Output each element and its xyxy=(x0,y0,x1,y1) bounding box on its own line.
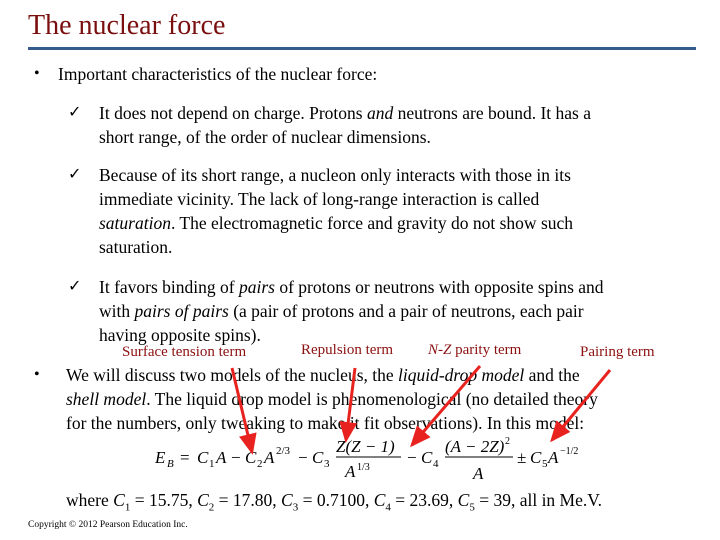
annotation-pairing: Pairing term xyxy=(580,344,655,360)
checkmark-icon: ✓ xyxy=(68,278,82,295)
formula-denominator: A xyxy=(345,462,356,481)
checkmark-icon: ✓ xyxy=(68,104,82,121)
bullet-dot-icon: • xyxy=(34,65,40,82)
text-line: immediate vicinity. The lack of long-range interaction is called xyxy=(99,189,540,209)
formula-operator: = xyxy=(180,448,190,467)
formula-symbol: C xyxy=(197,448,209,467)
text-line: shell model. The liquid drop model is phenomenological (no detailed theory xyxy=(66,389,598,409)
formula-numerator: Z(Z − 1) xyxy=(336,437,395,456)
constants-line: where $C_1 = 15.75$, $C_2 = 17.80$, $C_3 = 0.7100$, $C_4 = 23.69$, $C_5 = 39$, all in Me.V. xyxy=(66,490,603,514)
formula-symbol: A xyxy=(216,448,227,467)
formula-operator: − xyxy=(298,448,308,467)
formula-operator: − xyxy=(231,448,241,467)
checkmark-icon: ✓ xyxy=(68,166,82,183)
formula-subscript: 3 xyxy=(324,458,330,470)
formula-exponent: −1/2 xyxy=(560,446,579,457)
text-line: with pairs of pairs (a pair of protons and a pair of neutrons, each pair xyxy=(99,301,584,321)
formula-subscript: 5 xyxy=(542,458,548,470)
formula-subscript: B xyxy=(167,458,174,470)
formula-symbol: A xyxy=(548,448,559,467)
bullet-dot-icon: • xyxy=(34,366,40,383)
formula-operator: ± xyxy=(517,448,527,467)
bullet-1-text: Important characteristics of the nuclear force: xyxy=(58,64,378,84)
text-line: having opposite spins). xyxy=(99,325,261,345)
arrow-surface-tension xyxy=(232,368,252,452)
formula-symbol: C xyxy=(421,448,433,467)
text-line: Because of its short range, a nucleon only interacts with those in its xyxy=(99,165,571,185)
formula-symbol: C xyxy=(245,448,257,467)
formula-symbol: A xyxy=(264,448,275,467)
annotation-repulsion: Repulsion term xyxy=(301,342,394,358)
text-line: We will discuss two models of the nucleus, the liquid-drop model and the xyxy=(66,365,580,385)
formula-symbol: C xyxy=(530,448,542,467)
arrow-pairing xyxy=(552,370,610,440)
text-line: short range, of the order of nuclear dimensions. xyxy=(99,127,431,147)
formula-subscript: 2 xyxy=(257,458,263,470)
formula-symbol: E xyxy=(155,448,166,467)
arrow-repulsion xyxy=(346,368,355,440)
formula-exponent: 2/3 xyxy=(276,445,291,457)
formula-subscript: 4 xyxy=(433,458,439,470)
text-line: for the numbers, only tweaking to make it fit observations). In this model: xyxy=(66,413,585,433)
text-line: saturation. xyxy=(99,237,173,257)
copyright-footer: Copyright © 2012 Pearson Education Inc. xyxy=(28,520,188,530)
text-line: saturation. The electromagnetic force and gravity do not show such xyxy=(99,213,574,233)
arrow-parity xyxy=(412,366,480,445)
annotation-surface-tension: Surface tension term xyxy=(122,344,247,360)
text-line: It does not depend on charge. Protons and neutrons are bound. It has a xyxy=(99,103,592,123)
formula-exponent: 2 xyxy=(505,436,510,447)
formula-operator: − xyxy=(407,448,417,467)
formula-exponent: 1/3 xyxy=(357,462,370,473)
formula-symbol: C xyxy=(312,448,324,467)
slide-title: The nuclear force xyxy=(28,10,226,41)
text-line: It favors binding of pairs of protons or neutrons with opposite spins and xyxy=(99,277,604,297)
annotation-parity: N-Z parity term xyxy=(428,342,522,358)
formula-subscript: 1 xyxy=(209,458,215,470)
formula-denominator: A xyxy=(473,464,484,483)
formula-numerator: (A − 2Z) xyxy=(445,437,505,456)
